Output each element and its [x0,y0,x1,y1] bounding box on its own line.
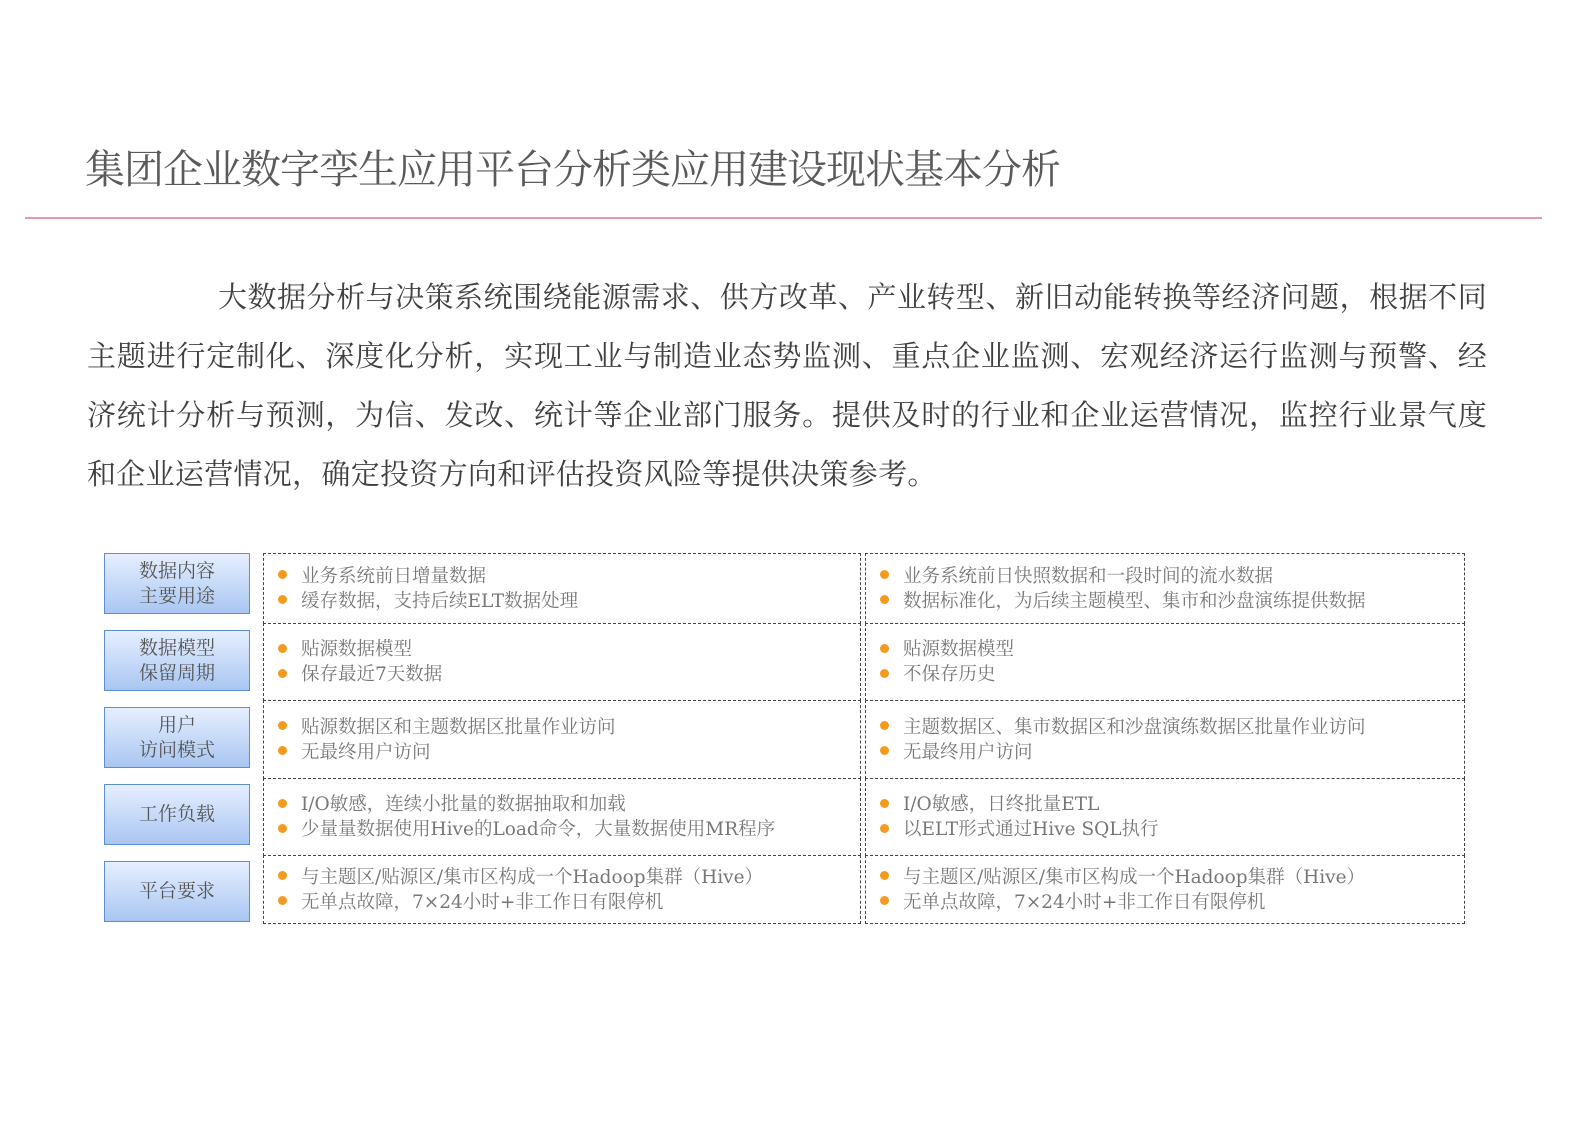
left-cell [263,778,861,856]
row-label: 数据内容 主要用途 [104,553,250,614]
title-divider [25,217,1542,219]
bullet-item: 以ELT形式通过Hive SQL执行 [880,817,1464,842]
left-cell [263,700,861,779]
right-cell [865,553,1465,624]
left-cell [263,855,861,924]
bullet-item: 业务系统前日快照数据和一段时间的流水数据 [880,564,1464,589]
bullet-item: 数据标准化，为后续主题模型、集市和沙盘演练提供数据 [880,589,1464,614]
bullet-item: 不保存历史 [880,662,1464,687]
bullet-item: 与主题区/贴源区/集市区构成一个Hadoop集群（Hive） [278,865,860,890]
bullet-item: 保存最近7天数据 [278,662,860,687]
bullet-item: 贴源数据模型 [278,637,860,662]
row-label: 数据模型 保留周期 [104,630,250,691]
bullet-item: 与主题区/贴源区/集市区构成一个Hadoop集群（Hive） [880,865,1464,890]
right-cell [865,855,1465,924]
bullet-item: 无单点故障，7×24小时+非工作日有限停机 [278,890,860,915]
left-cell [263,623,861,701]
bullet-item: 缓存数据，支持后续ELT数据处理 [278,589,860,614]
bullet-item: I/O敏感，日终批量ETL [880,792,1464,817]
row-label: 平台要求 [104,861,250,922]
intro-paragraph: 大数据分析与决策系统围绕能源需求、供方改革、产业转型、新旧动能转换等经济问题，根据不同主题进行定制化、深度化分析，实现工业与制造业态势监测、重点企业监测、宏观经济运行监测与预警、经济统计分析与预测，为信、发改、统计等企业部门服务。提供及时的行业和企业运营情况，监控行业景气度和企业运营情况，确定投资方向和评估投资风险等提供决策参考。 [87,280,1487,491]
bullet-item: 无最终用户访问 [880,740,1464,765]
row-label: 用户 访问模式 [104,707,250,768]
bullet-item: 业务系统前日增量数据 [278,564,860,589]
bullet-item: 贴源数据模型 [880,637,1464,662]
left-cell [263,553,861,624]
right-cell [865,778,1465,856]
row-label: 工作负载 [104,784,250,845]
bullet-item: 贴源数据区和主题数据区批量作业访问 [278,715,860,740]
right-cell [865,623,1465,701]
bullet-item: 无最终用户访问 [278,740,860,765]
bullet-item: 少量量数据使用Hive的Load命令，大量数据使用MR程序 [278,817,860,842]
bullet-item: I/O敏感，连续小批量的数据抽取和加载 [278,792,860,817]
page-title: 集团企业数字孪生应用平台分析类应用建设现状基本分析 [85,147,1060,193]
right-cell [865,700,1465,779]
bullet-item: 主题数据区、集市数据区和沙盘演练数据区批量作业访问 [880,715,1464,740]
bullet-item: 无单点故障，7×24小时+非工作日有限停机 [880,890,1464,915]
